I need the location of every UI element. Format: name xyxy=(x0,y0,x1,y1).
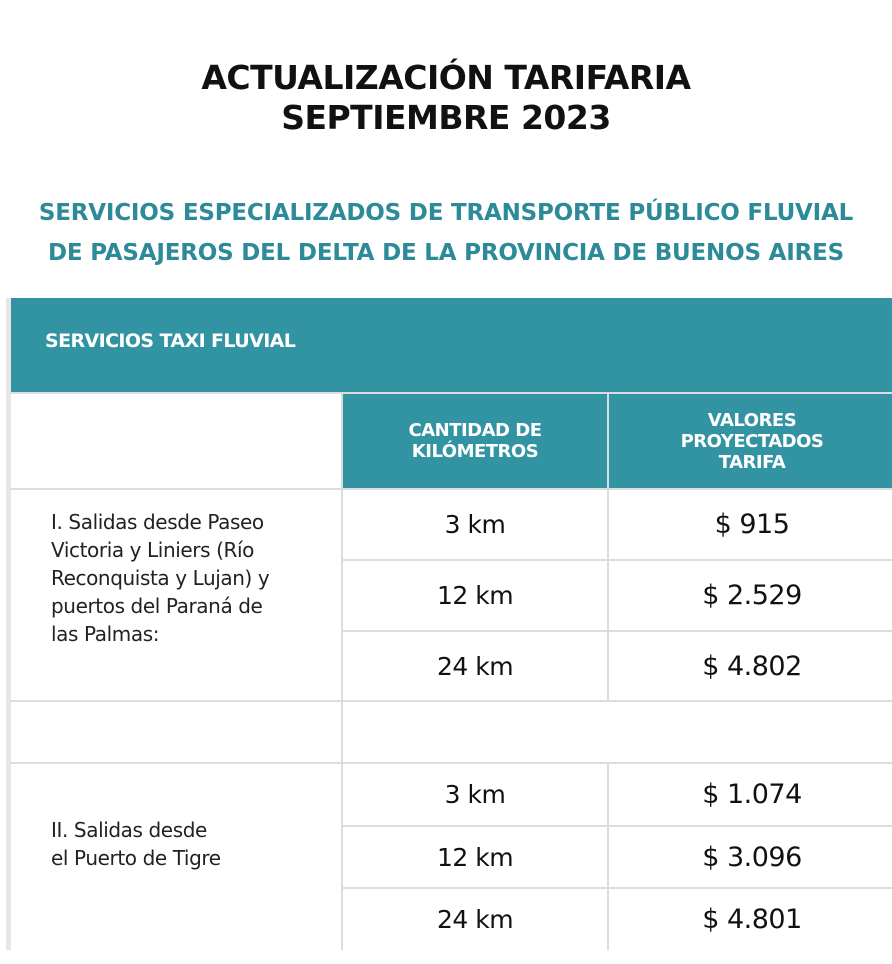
group-label-cell xyxy=(11,764,341,950)
table-row-km: 3 km xyxy=(343,764,607,825)
fare-table xyxy=(6,298,892,950)
group-1-label xyxy=(51,508,269,648)
value-header-line-3: TARIFA xyxy=(718,451,786,473)
table-row-km: 3 km xyxy=(343,490,607,559)
section-header xyxy=(11,298,892,392)
section-title: SERVICIOS TAXI FLUVIAL xyxy=(45,330,296,352)
group-label-cell xyxy=(11,490,341,700)
table-row-price: $ 4.802 xyxy=(609,632,892,700)
group-2-label xyxy=(51,816,221,872)
value-column-header xyxy=(609,394,892,488)
table-row-price: $ 1.074 xyxy=(609,764,892,825)
group-1-label-line: Reconquista y Lujan) y xyxy=(51,566,270,590)
group-1-label-line: I. Salidas desde Paseo xyxy=(51,510,264,534)
subtitle-line-1: SERVICIOS ESPECIALIZADOS DE TRANSPORTE PÚBLICO FLUVIAL xyxy=(38,200,854,226)
table-row-price: $ 4.801 xyxy=(609,889,892,950)
table-row-price: $ 915 xyxy=(609,490,892,559)
title-line-2: SEPTIEMBRE 2023 xyxy=(281,98,611,137)
table-row-km: 12 km xyxy=(343,827,607,887)
km-column-header xyxy=(343,394,607,488)
group-2-label-line: el Puerto de Tigre xyxy=(51,846,221,870)
table-row-km: 24 km xyxy=(343,632,607,700)
table-row-price: $ 2.529 xyxy=(609,561,892,630)
km-header-line-1: CANTIDAD DE xyxy=(408,420,542,441)
group-1-label-line: Victoria y Liniers (Río xyxy=(51,538,254,562)
table-row-km: 24 km xyxy=(343,889,607,950)
subtitle-line-2: DE PASAJEROS DEL DELTA DE LA PROVINCIA DE BUENOS AIRES xyxy=(48,240,844,266)
value-header-line-1: VALORES xyxy=(707,409,797,431)
table-row-km: 12 km xyxy=(343,561,607,630)
title-line-1: ACTUALIZACIÓN TARIFARIA xyxy=(201,58,691,97)
page-title xyxy=(0,58,892,138)
group-1-label-line: las Palmas: xyxy=(51,622,160,646)
value-header-line-2: PROYECTADOS xyxy=(680,430,824,452)
spacer-cell xyxy=(343,702,892,762)
page-subtitle xyxy=(0,193,892,273)
label-column-header xyxy=(11,394,341,488)
km-header-line-2: KILÓMETROS xyxy=(411,441,539,462)
table-row-price: $ 3.096 xyxy=(609,827,892,887)
group-1-label-line: puertos del Paraná de xyxy=(51,594,263,618)
spacer-cell xyxy=(11,702,341,762)
group-2-label-line: II. Salidas desde xyxy=(51,818,207,842)
